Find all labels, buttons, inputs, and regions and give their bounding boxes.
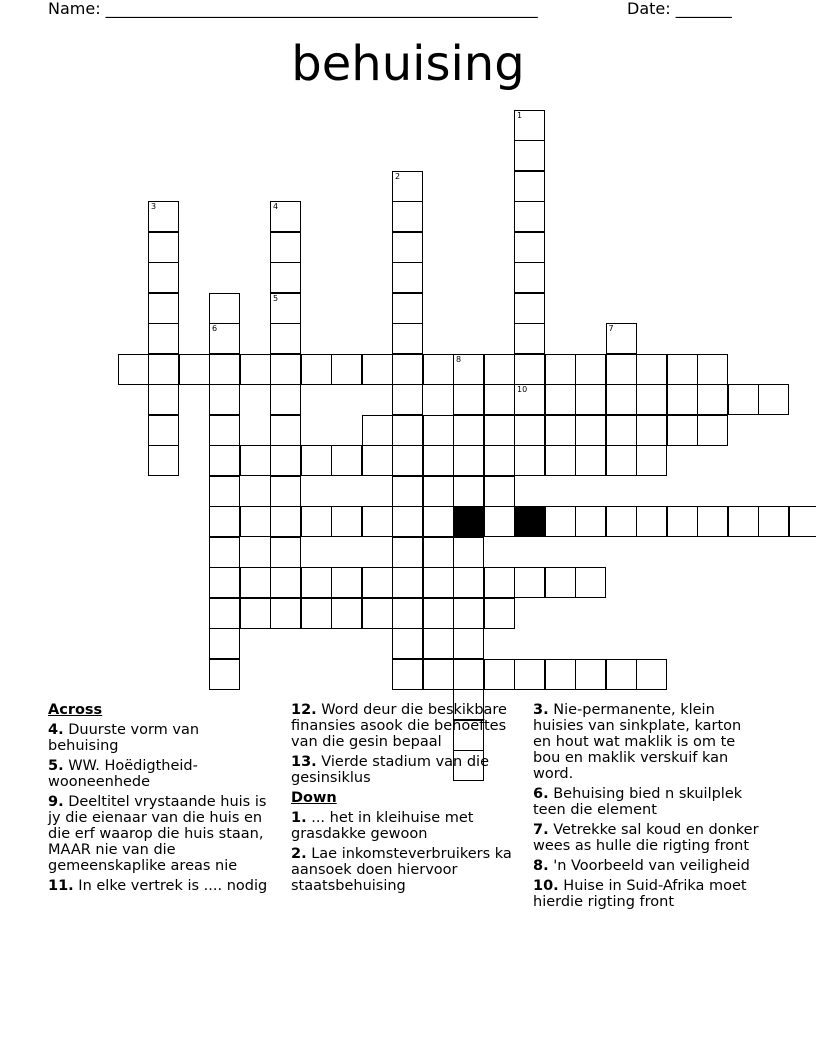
grid-cell[interactable] bbox=[484, 384, 515, 415]
grid-cell[interactable] bbox=[453, 476, 484, 507]
clue-down-10: 10. Huise in Suid-Afrika moet hierdie rigting front bbox=[533, 878, 747, 910]
grid-cell[interactable] bbox=[575, 659, 606, 690]
grid-cell[interactable] bbox=[545, 445, 576, 476]
grid-cell[interactable] bbox=[209, 598, 240, 629]
grid-cell[interactable] bbox=[392, 537, 423, 568]
grid-cell[interactable] bbox=[484, 659, 515, 690]
grid-cell[interactable] bbox=[148, 201, 179, 232]
grid-cell[interactable] bbox=[606, 506, 637, 537]
grid-cell[interactable] bbox=[423, 415, 454, 446]
grid-cell[interactable] bbox=[636, 445, 667, 476]
grid-cell[interactable] bbox=[270, 262, 301, 293]
clues-column-1 bbox=[48, 702, 270, 898]
grid-cell[interactable] bbox=[514, 110, 545, 141]
grid-cell[interactable] bbox=[453, 659, 484, 690]
grid-cell[interactable] bbox=[575, 567, 606, 598]
grid-cell[interactable] bbox=[392, 567, 423, 598]
date-line: Date: _______ bbox=[627, 0, 732, 18]
grid-block bbox=[514, 506, 545, 537]
clue-number: 1 bbox=[517, 110, 523, 120]
grid-cell[interactable] bbox=[209, 354, 240, 385]
grid-cell[interactable] bbox=[209, 476, 240, 507]
grid-cell[interactable] bbox=[514, 567, 545, 598]
grid-cell[interactable] bbox=[423, 354, 454, 385]
grid-cell[interactable] bbox=[636, 384, 667, 415]
grid-cell[interactable] bbox=[209, 659, 240, 690]
grid-cell[interactable] bbox=[697, 506, 728, 537]
grid-cell[interactable] bbox=[484, 598, 515, 629]
grid-cell[interactable] bbox=[514, 445, 545, 476]
grid-cell[interactable] bbox=[697, 384, 728, 415]
grid-cell[interactable] bbox=[148, 415, 179, 446]
grid-cell[interactable] bbox=[301, 598, 332, 629]
grid-cell[interactable] bbox=[667, 354, 698, 385]
clue-number: 2 bbox=[395, 171, 401, 181]
grid-cell[interactable] bbox=[240, 445, 271, 476]
grid-cell[interactable] bbox=[636, 354, 667, 385]
grid-cell[interactable] bbox=[270, 537, 301, 568]
grid-cell[interactable] bbox=[453, 415, 484, 446]
grid-cell[interactable] bbox=[392, 384, 423, 415]
clue-down-2: 2. Lae inkomsteverbruikers ka aansoek doen hiervoor staatsbehuising bbox=[291, 846, 512, 894]
grid-cell[interactable] bbox=[270, 201, 301, 232]
grid-cell[interactable] bbox=[270, 567, 301, 598]
grid-cell[interactable] bbox=[758, 384, 789, 415]
grid-cell[interactable] bbox=[270, 476, 301, 507]
grid-cell[interactable] bbox=[667, 506, 698, 537]
grid-cell[interactable] bbox=[575, 384, 606, 415]
clue-down-8: 8. 'n Voorbeeld van veiligheid bbox=[533, 858, 750, 874]
name-line: Name: ______________________________________________________ bbox=[48, 0, 538, 18]
grid-cell[interactable] bbox=[514, 293, 545, 324]
grid-cell[interactable] bbox=[423, 598, 454, 629]
grid-cell[interactable] bbox=[484, 415, 515, 446]
page-title: behuising bbox=[291, 36, 525, 92]
grid-cell[interactable] bbox=[423, 476, 454, 507]
grid-cell[interactable] bbox=[514, 659, 545, 690]
clue-across-11: 11. In elke vertrek is .... nodig bbox=[48, 878, 268, 894]
grid-cell[interactable] bbox=[362, 567, 393, 598]
grid-cell[interactable] bbox=[453, 384, 484, 415]
grid-cell[interactable] bbox=[392, 323, 423, 354]
grid-cell[interactable] bbox=[514, 384, 545, 415]
clue-across-13: 13. Vierde stadium van die gesinsiklus bbox=[291, 754, 489, 786]
grid-cell[interactable] bbox=[270, 323, 301, 354]
grid-cell[interactable] bbox=[545, 415, 576, 446]
grid-cell[interactable] bbox=[240, 567, 271, 598]
clue-number: 5 bbox=[273, 293, 279, 303]
clue-down-1: 1. ... het in kleihuise met grasdakke gewoon bbox=[291, 810, 474, 842]
grid-cell[interactable] bbox=[423, 506, 454, 537]
grid-cell[interactable] bbox=[514, 232, 545, 263]
grid-cell[interactable] bbox=[514, 171, 545, 202]
grid-cell[interactable] bbox=[392, 415, 423, 446]
grid-cell[interactable] bbox=[728, 384, 759, 415]
grid-cell[interactable] bbox=[148, 445, 179, 476]
clue-across-5: 5. WW. Hoëdigtheid-wooneenhede bbox=[48, 758, 198, 790]
grid-cell[interactable] bbox=[392, 293, 423, 324]
grid-cell[interactable] bbox=[606, 445, 637, 476]
grid-cell[interactable] bbox=[514, 262, 545, 293]
grid-cell[interactable] bbox=[758, 506, 789, 537]
grid-cell[interactable] bbox=[453, 354, 484, 385]
grid-cell[interactable] bbox=[423, 537, 454, 568]
clue-across-9: 9. Deeltitel vrystaande huis is jy die eienaar van die huis en die erf waarop die huis staan, MAAR nie van die gemeenskaplike areas nie bbox=[48, 794, 267, 874]
grid-cell[interactable] bbox=[484, 476, 515, 507]
grid-cell[interactable] bbox=[514, 323, 545, 354]
grid-cell[interactable] bbox=[301, 567, 332, 598]
grid-cell[interactable] bbox=[514, 201, 545, 232]
clue-across-12: 12. Word deur die beskikbare finansies asook die behoeftes van die gesin bepaal bbox=[291, 702, 507, 750]
grid-cell[interactable] bbox=[240, 598, 271, 629]
grid-cell[interactable] bbox=[209, 567, 240, 598]
grid-cell[interactable] bbox=[270, 232, 301, 263]
grid-cell[interactable] bbox=[423, 659, 454, 690]
grid-cell[interactable] bbox=[392, 232, 423, 263]
grid-cell[interactable] bbox=[270, 445, 301, 476]
grid-cell[interactable] bbox=[392, 354, 423, 385]
grid-cell[interactable] bbox=[514, 354, 545, 385]
grid-cell[interactable] bbox=[606, 323, 637, 354]
grid-cell[interactable] bbox=[636, 506, 667, 537]
grid-cell[interactable] bbox=[362, 598, 393, 629]
grid-cell[interactable] bbox=[514, 140, 545, 171]
grid-cell[interactable] bbox=[484, 567, 515, 598]
grid-cell[interactable] bbox=[545, 659, 576, 690]
clue-number: 8 bbox=[456, 354, 462, 364]
grid-cell[interactable] bbox=[575, 354, 606, 385]
grid-cell[interactable] bbox=[209, 323, 240, 354]
grid-cell[interactable] bbox=[392, 171, 423, 202]
grid-cell[interactable] bbox=[606, 415, 637, 446]
grid-cell[interactable] bbox=[362, 415, 393, 446]
clue-number: 7 bbox=[608, 324, 614, 333]
grid-cell[interactable] bbox=[453, 628, 484, 659]
grid-cell[interactable] bbox=[270, 415, 301, 446]
grid-cell[interactable] bbox=[392, 476, 423, 507]
grid-cell[interactable] bbox=[331, 445, 362, 476]
grid-cell[interactable] bbox=[423, 445, 454, 476]
grid-cell[interactable] bbox=[789, 506, 816, 537]
clue-down-7: 7. Vetrekke sal koud en donker wees as hulle die rigting front bbox=[533, 822, 759, 854]
grid-cell[interactable] bbox=[362, 506, 393, 537]
grid-cell[interactable] bbox=[209, 445, 240, 476]
grid-cell[interactable] bbox=[423, 628, 454, 659]
grid-cell[interactable] bbox=[209, 293, 240, 324]
clue-across-4: 4. Duurste vorm van behuising bbox=[48, 722, 200, 754]
clue-down-6: 6. Behuising bied n skuilplek teen die element bbox=[533, 786, 743, 818]
grid-cell[interactable] bbox=[301, 445, 332, 476]
grid-cell[interactable] bbox=[148, 354, 179, 385]
grid-cell[interactable] bbox=[545, 354, 576, 385]
clues-column-3 bbox=[533, 702, 761, 914]
grid-cell[interactable] bbox=[270, 354, 301, 385]
grid-cell[interactable] bbox=[667, 384, 698, 415]
grid-cell[interactable] bbox=[118, 354, 149, 385]
grid-cell[interactable] bbox=[728, 506, 759, 537]
clue-number: 6 bbox=[212, 324, 218, 333]
grid-cell[interactable] bbox=[240, 506, 271, 537]
grid-cell[interactable] bbox=[331, 598, 362, 629]
grid-cell[interactable] bbox=[392, 506, 423, 537]
grid-cell[interactable] bbox=[209, 384, 240, 415]
grid-cell[interactable] bbox=[148, 262, 179, 293]
grid-cell[interactable] bbox=[362, 445, 393, 476]
grid-cell[interactable] bbox=[148, 323, 179, 354]
grid-cell[interactable] bbox=[331, 354, 362, 385]
grid-cell[interactable] bbox=[392, 628, 423, 659]
grid-cell[interactable] bbox=[209, 506, 240, 537]
grid-cell[interactable] bbox=[392, 262, 423, 293]
grid-cell[interactable] bbox=[514, 415, 545, 446]
grid-cell[interactable] bbox=[362, 354, 393, 385]
clue-down-3: 3. Nie-permanente, klein huisies van sinkplate, karton en hout wat maklik is om te bou en maklik verskuif kan word. bbox=[533, 702, 742, 782]
grid-cell[interactable] bbox=[453, 567, 484, 598]
grid-cell[interactable] bbox=[209, 628, 240, 659]
grid-cell[interactable] bbox=[270, 506, 301, 537]
clue-number: 4 bbox=[273, 202, 279, 211]
clue-number: 3 bbox=[151, 202, 157, 211]
grid-cell[interactable] bbox=[545, 384, 576, 415]
grid-cell[interactable] bbox=[636, 659, 667, 690]
grid-cell[interactable] bbox=[423, 567, 454, 598]
grid-cell[interactable] bbox=[606, 384, 637, 415]
grid-cell[interactable] bbox=[575, 445, 606, 476]
grid-cell[interactable] bbox=[453, 445, 484, 476]
grid-cell[interactable] bbox=[484, 506, 515, 537]
clue-number: 10 bbox=[517, 385, 528, 394]
grid-cell[interactable] bbox=[392, 598, 423, 629]
grid-cell[interactable] bbox=[148, 232, 179, 263]
grid-cell[interactable] bbox=[209, 415, 240, 446]
grid-cell[interactable] bbox=[575, 415, 606, 446]
grid-cell[interactable] bbox=[270, 384, 301, 415]
grid-cell[interactable] bbox=[484, 445, 515, 476]
grid-cell[interactable] bbox=[331, 506, 362, 537]
grid-cell[interactable] bbox=[606, 659, 637, 690]
grid-block bbox=[453, 506, 484, 537]
grid-cell[interactable] bbox=[453, 598, 484, 629]
down-heading: Down bbox=[291, 790, 337, 806]
grid-cell[interactable] bbox=[545, 506, 576, 537]
grid-cell[interactable] bbox=[545, 567, 576, 598]
across-heading: Across bbox=[48, 702, 103, 718]
grid-cell[interactable] bbox=[179, 354, 210, 385]
grid-cell[interactable] bbox=[301, 354, 332, 385]
grid-cell[interactable] bbox=[392, 201, 423, 232]
grid-cell[interactable] bbox=[240, 354, 271, 385]
grid-cell[interactable] bbox=[392, 659, 423, 690]
grid-cell[interactable] bbox=[148, 384, 179, 415]
clues-column-2 bbox=[291, 702, 516, 898]
grid-cell[interactable] bbox=[636, 415, 667, 446]
grid-cell[interactable] bbox=[270, 293, 301, 324]
grid-cell[interactable] bbox=[331, 567, 362, 598]
grid-cell[interactable] bbox=[453, 537, 484, 568]
grid-cell[interactable] bbox=[697, 354, 728, 385]
grid-cell[interactable] bbox=[606, 354, 637, 385]
grid-cell[interactable] bbox=[575, 506, 606, 537]
grid-cell[interactable] bbox=[392, 445, 423, 476]
grid-cell[interactable] bbox=[270, 598, 301, 629]
grid-cell[interactable] bbox=[484, 354, 515, 385]
grid-cell[interactable] bbox=[697, 415, 728, 446]
grid-cell[interactable] bbox=[148, 293, 179, 324]
grid-cell[interactable] bbox=[667, 415, 698, 446]
grid-cell[interactable] bbox=[209, 537, 240, 568]
grid-cell[interactable] bbox=[301, 506, 332, 537]
